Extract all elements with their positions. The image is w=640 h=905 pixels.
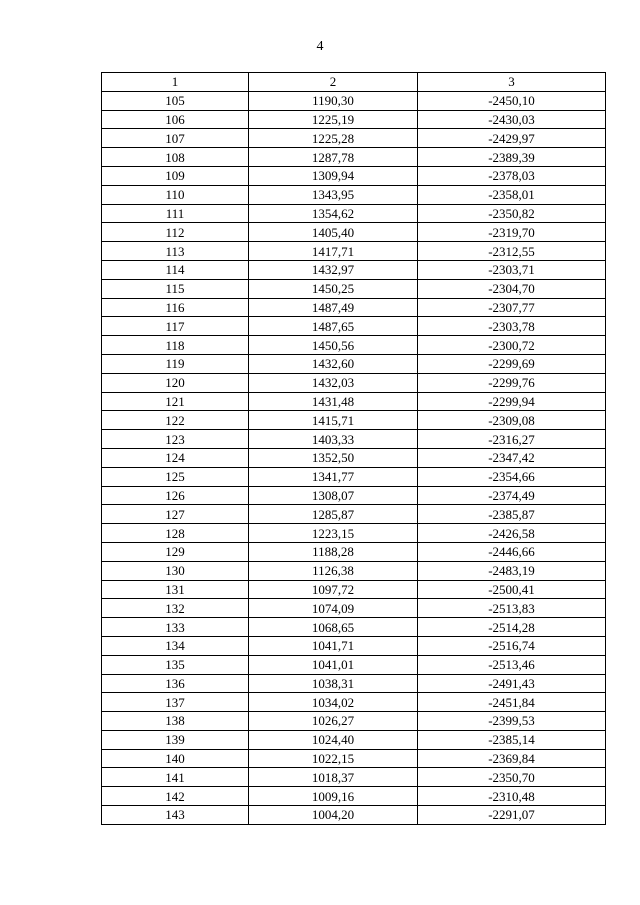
table-row xyxy=(102,580,606,599)
table-body xyxy=(102,91,606,824)
x-coordinate-cell: 1309,94 xyxy=(249,166,418,185)
point-number-cell: 111 xyxy=(102,204,249,223)
y-coordinate-cell: -2354,66 xyxy=(418,467,606,486)
point-number-cell: 133 xyxy=(102,618,249,637)
point-number-cell: 128 xyxy=(102,524,249,543)
header-row xyxy=(102,73,606,92)
y-coordinate-cell: -2307,77 xyxy=(418,298,606,317)
y-coordinate-cell: -2310,48 xyxy=(418,787,606,806)
y-coordinate-cell: -2299,69 xyxy=(418,354,606,373)
x-coordinate-cell: 1417,71 xyxy=(249,242,418,261)
table-row xyxy=(102,204,606,223)
point-number-cell: 126 xyxy=(102,486,249,505)
y-coordinate-cell: -2303,71 xyxy=(418,260,606,279)
table-row xyxy=(102,279,606,298)
y-coordinate-cell: -2350,70 xyxy=(418,768,606,787)
table-row xyxy=(102,392,606,411)
y-coordinate-cell: -2374,49 xyxy=(418,486,606,505)
x-coordinate-cell: 1024,40 xyxy=(249,730,418,749)
point-number-cell: 117 xyxy=(102,317,249,336)
x-coordinate-cell: 1034,02 xyxy=(249,693,418,712)
table-row xyxy=(102,542,606,561)
y-coordinate-cell: -2385,87 xyxy=(418,505,606,524)
y-coordinate-cell: -2483,19 xyxy=(418,561,606,580)
x-coordinate-cell: 1026,27 xyxy=(249,712,418,731)
x-coordinate-cell: 1004,20 xyxy=(249,806,418,825)
point-number-cell: 114 xyxy=(102,260,249,279)
table-row xyxy=(102,712,606,731)
x-coordinate-cell: 1285,87 xyxy=(249,505,418,524)
table-row xyxy=(102,505,606,524)
x-coordinate-cell: 1308,07 xyxy=(249,486,418,505)
y-coordinate-cell: -2291,07 xyxy=(418,806,606,825)
x-coordinate-cell: 1343,95 xyxy=(249,185,418,204)
point-number-cell: 131 xyxy=(102,580,249,599)
table-row xyxy=(102,618,606,637)
table-row xyxy=(102,91,606,110)
point-number-cell: 127 xyxy=(102,505,249,524)
x-coordinate-cell: 1018,37 xyxy=(249,768,418,787)
point-number-cell: 118 xyxy=(102,336,249,355)
point-number-cell: 125 xyxy=(102,467,249,486)
x-coordinate-cell: 1097,72 xyxy=(249,580,418,599)
table-row xyxy=(102,730,606,749)
x-coordinate-cell: 1041,01 xyxy=(249,655,418,674)
table-row xyxy=(102,524,606,543)
table-row xyxy=(102,148,606,167)
point-number-cell: 115 xyxy=(102,279,249,298)
table-row xyxy=(102,430,606,449)
y-coordinate-cell: -2299,94 xyxy=(418,392,606,411)
y-coordinate-cell: -2513,83 xyxy=(418,599,606,618)
point-number-cell: 136 xyxy=(102,674,249,693)
y-coordinate-cell: -2316,27 xyxy=(418,430,606,449)
y-coordinate-cell: -2312,55 xyxy=(418,242,606,261)
x-coordinate-cell: 1432,03 xyxy=(249,373,418,392)
point-number-cell: 107 xyxy=(102,129,249,148)
table-row xyxy=(102,636,606,655)
y-coordinate-cell: -2514,28 xyxy=(418,618,606,637)
header-cell-2: 2 xyxy=(249,73,418,92)
x-coordinate-cell: 1403,33 xyxy=(249,430,418,449)
x-coordinate-cell: 1009,16 xyxy=(249,787,418,806)
table-row xyxy=(102,467,606,486)
y-coordinate-cell: -2389,39 xyxy=(418,148,606,167)
y-coordinate-cell: -2358,01 xyxy=(418,185,606,204)
y-coordinate-cell: -2450,10 xyxy=(418,91,606,110)
point-number-cell: 116 xyxy=(102,298,249,317)
table-row xyxy=(102,354,606,373)
x-coordinate-cell: 1341,77 xyxy=(249,467,418,486)
x-coordinate-cell: 1038,31 xyxy=(249,674,418,693)
y-coordinate-cell: -2385,14 xyxy=(418,730,606,749)
point-number-cell: 124 xyxy=(102,448,249,467)
y-coordinate-cell: -2399,53 xyxy=(418,712,606,731)
table-row xyxy=(102,129,606,148)
table-row xyxy=(102,260,606,279)
x-coordinate-cell: 1432,60 xyxy=(249,354,418,373)
point-number-cell: 113 xyxy=(102,242,249,261)
table-row xyxy=(102,749,606,768)
table-row xyxy=(102,448,606,467)
point-number-cell: 112 xyxy=(102,223,249,242)
table-row xyxy=(102,411,606,430)
x-coordinate-cell: 1074,09 xyxy=(249,599,418,618)
table-row xyxy=(102,317,606,336)
point-number-cell: 139 xyxy=(102,730,249,749)
y-coordinate-cell: -2299,76 xyxy=(418,373,606,392)
point-number-cell: 109 xyxy=(102,166,249,185)
x-coordinate-cell: 1041,71 xyxy=(249,636,418,655)
table-row xyxy=(102,166,606,185)
table-row xyxy=(102,298,606,317)
table-row xyxy=(102,806,606,825)
point-number-cell: 120 xyxy=(102,373,249,392)
y-coordinate-cell: -2347,42 xyxy=(418,448,606,467)
point-number-cell: 106 xyxy=(102,110,249,129)
x-coordinate-cell: 1352,50 xyxy=(249,448,418,467)
coordinates-table xyxy=(101,72,606,825)
point-number-cell: 141 xyxy=(102,768,249,787)
x-coordinate-cell: 1487,65 xyxy=(249,317,418,336)
point-number-cell: 130 xyxy=(102,561,249,580)
point-number-cell: 105 xyxy=(102,91,249,110)
header-cell-1: 1 xyxy=(102,73,249,92)
y-coordinate-cell: -2350,82 xyxy=(418,204,606,223)
point-number-cell: 137 xyxy=(102,693,249,712)
x-coordinate-cell: 1190,30 xyxy=(249,91,418,110)
y-coordinate-cell: -2451,84 xyxy=(418,693,606,712)
point-number-cell: 121 xyxy=(102,392,249,411)
table-row xyxy=(102,561,606,580)
x-coordinate-cell: 1405,40 xyxy=(249,223,418,242)
y-coordinate-cell: -2303,78 xyxy=(418,317,606,336)
table-row xyxy=(102,768,606,787)
x-coordinate-cell: 1432,97 xyxy=(249,260,418,279)
table-row xyxy=(102,373,606,392)
y-coordinate-cell: -2426,58 xyxy=(418,524,606,543)
x-coordinate-cell: 1450,25 xyxy=(249,279,418,298)
y-coordinate-cell: -2500,41 xyxy=(418,580,606,599)
y-coordinate-cell: -2430,03 xyxy=(418,110,606,129)
page-number: 4 xyxy=(316,39,324,54)
y-coordinate-cell: -2309,08 xyxy=(418,411,606,430)
x-coordinate-cell: 1487,49 xyxy=(249,298,418,317)
y-coordinate-cell: -2378,03 xyxy=(418,166,606,185)
point-number-cell: 119 xyxy=(102,354,249,373)
table-header xyxy=(102,73,606,92)
point-number-cell: 135 xyxy=(102,655,249,674)
table-row xyxy=(102,787,606,806)
point-number-cell: 132 xyxy=(102,599,249,618)
x-coordinate-cell: 1126,38 xyxy=(249,561,418,580)
table-row xyxy=(102,110,606,129)
table-row xyxy=(102,242,606,261)
x-coordinate-cell: 1225,28 xyxy=(249,129,418,148)
table-row xyxy=(102,674,606,693)
table-row xyxy=(102,599,606,618)
point-number-cell: 140 xyxy=(102,749,249,768)
x-coordinate-cell: 1450,56 xyxy=(249,336,418,355)
point-number-cell: 110 xyxy=(102,185,249,204)
y-coordinate-cell: -2513,46 xyxy=(418,655,606,674)
table-row xyxy=(102,185,606,204)
y-coordinate-cell: -2429,97 xyxy=(418,129,606,148)
point-number-cell: 129 xyxy=(102,542,249,561)
point-number-cell: 138 xyxy=(102,712,249,731)
point-number-cell: 123 xyxy=(102,430,249,449)
table-row xyxy=(102,655,606,674)
y-coordinate-cell: -2319,70 xyxy=(418,223,606,242)
x-coordinate-cell: 1188,28 xyxy=(249,542,418,561)
x-coordinate-cell: 1431,48 xyxy=(249,392,418,411)
x-coordinate-cell: 1354,62 xyxy=(249,204,418,223)
point-number-cell: 122 xyxy=(102,411,249,430)
table-row xyxy=(102,486,606,505)
y-coordinate-cell: -2369,84 xyxy=(418,749,606,768)
y-coordinate-cell: -2491,43 xyxy=(418,674,606,693)
x-coordinate-cell: 1068,65 xyxy=(249,618,418,637)
point-number-cell: 108 xyxy=(102,148,249,167)
y-coordinate-cell: -2300,72 xyxy=(418,336,606,355)
x-coordinate-cell: 1223,15 xyxy=(249,524,418,543)
header-cell-3: 3 xyxy=(418,73,606,92)
x-coordinate-cell: 1022,15 xyxy=(249,749,418,768)
y-coordinate-cell: -2304,70 xyxy=(418,279,606,298)
y-coordinate-cell: -2516,74 xyxy=(418,636,606,655)
table-row xyxy=(102,693,606,712)
table-row xyxy=(102,336,606,355)
y-coordinate-cell: -2446,66 xyxy=(418,542,606,561)
point-number-cell: 143 xyxy=(102,806,249,825)
table-row xyxy=(102,223,606,242)
x-coordinate-cell: 1225,19 xyxy=(249,110,418,129)
x-coordinate-cell: 1415,71 xyxy=(249,411,418,430)
x-coordinate-cell: 1287,78 xyxy=(249,148,418,167)
point-number-cell: 134 xyxy=(102,636,249,655)
point-number-cell: 142 xyxy=(102,787,249,806)
